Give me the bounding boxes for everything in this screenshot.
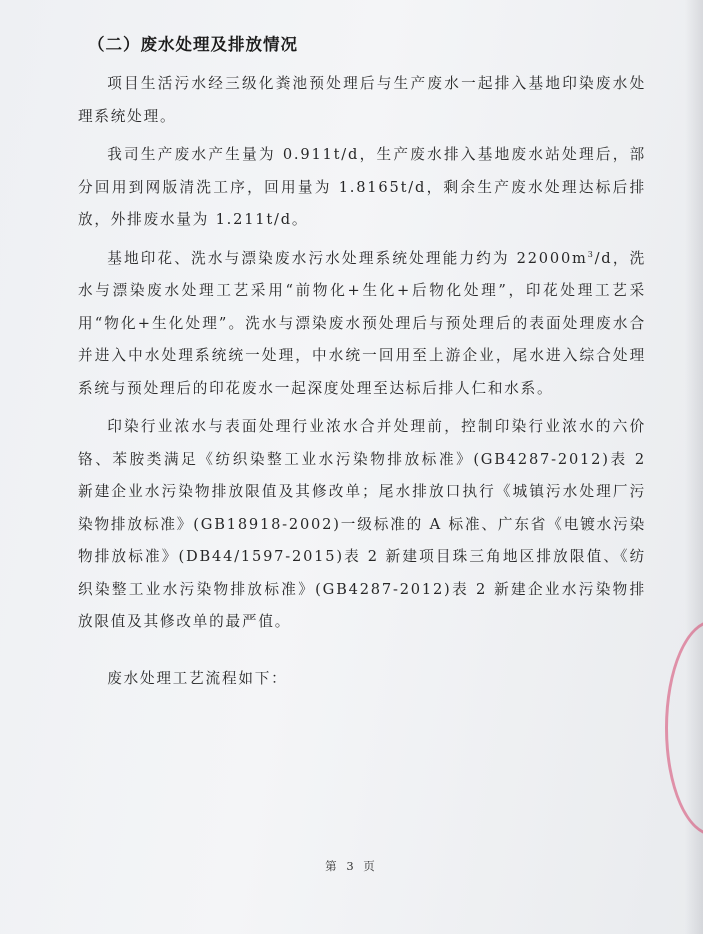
capacity-text-rest: /d，洗水与漂染废水处理工艺采用“前物化+生化+后物化处理”，印花处理工艺采用“物化+生化处理”。洗水与漂染废水预处理后与预处理后的表面处理废水合并进入中水处理系统统一处理，中水统一回用至上游企业，尾水进入综合处理系统与预处理后的印花废水一起深度处理至达标后排人仁和水系。 (78, 249, 646, 397)
cubic-superscript: 3 (587, 249, 595, 259)
paragraph-treatment-capacity (78, 243, 646, 406)
paragraph-discharge-standards: 印染行业浓水与表面处理行业浓水合并处理前，控制印染行业浓水的六价铬、苯胺类满足《纺织染整工业水污染物排放标准》(GB4287-2012)表 2 新建企业水污染物排放限值及其修改单；尾水排放口执行《城镇污水处理厂污染物排放标准》(GB18918-2002)一级标准的 A 标准、广东省《电镀水污染物排放标准》(DB44/1597-2015)表 2 新建项目珠三角地区排放限值、《纺织染整工业水污染物排放标准》(GB4287-2012)表 2 新建企业水污染物排放限值及其修改单的最严值。 (78, 418, 646, 630)
red-seal-stamp-edge (665, 620, 703, 836)
paragraph-production-wastewater: 我司生产废水产生量为 0.911t/d，生产废水排入基地废水站处理后，部分回用到网版清洗工序，回用量为 1.8165t/d，剩余生产废水处理达标后排放，外排废水量为 1.211t/d。 (78, 146, 646, 228)
paragraph-domestic-sewage: 项目生活污水经三级化粪池预处理后与生产废水一起排入基地印染废水处理系统处理。 (78, 75, 646, 125)
page-content (78, 28, 646, 701)
capacity-text-start: 基地印花、洗水与漂染废水污水处理系统处理能力约为 22000m (107, 249, 588, 267)
page-number: 第 3 页 (325, 859, 378, 873)
section-title: （二）废水处理及排放情况 (88, 35, 298, 54)
paragraph-process-flow-intro: 废水处理工艺流程如下： (107, 669, 288, 687)
